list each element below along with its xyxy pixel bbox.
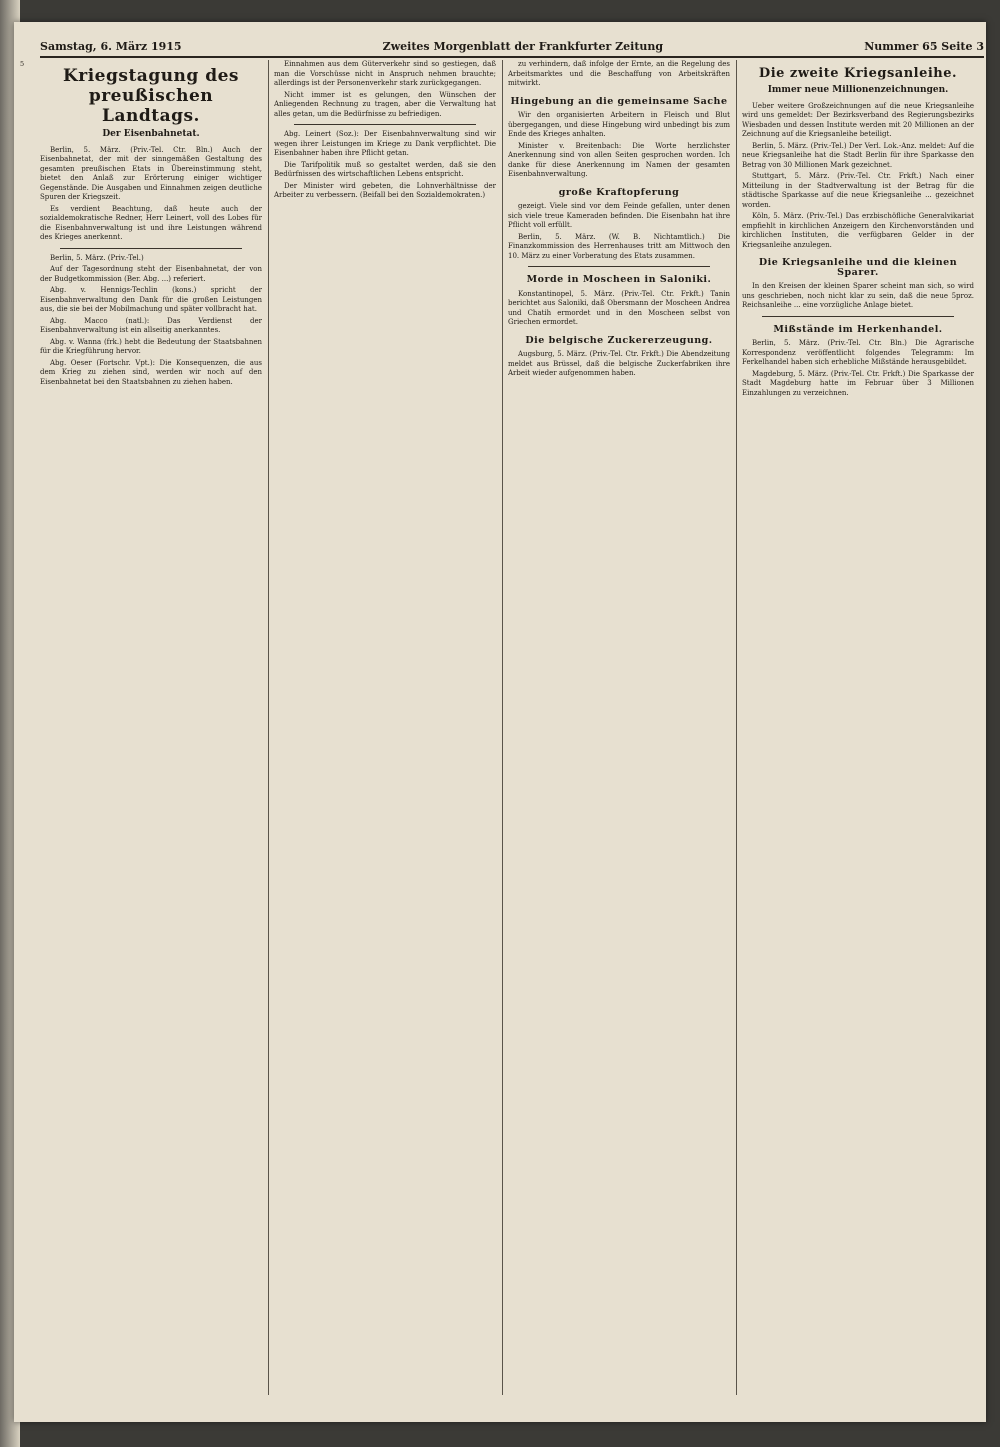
divider: [294, 124, 476, 125]
subhead-war-loan: Immer neue Millionenzeichnungen.: [767, 85, 949, 95]
headline-prussian-diet: Kriegstagung des preußischen Landtags.: [62, 66, 240, 126]
column-rule: [502, 60, 503, 1395]
divider: [762, 316, 954, 317]
paragraph: Abg. Leinert (Soz.): Der Eisenbahnverwaltung sind wir wegen ihrer Leistungen im Kriege zu Dank verpflichtet. Die Eisenbahner haben ihre Pflicht getan.: [274, 130, 496, 157]
divider: [60, 248, 242, 249]
paragraph: Die Tarifpolitik muß so gestaltet werden, daß sie den Bedürfnissen des wirtschaftlichen Lebens entspricht.: [274, 160, 496, 178]
adjacent-page-edge: [20, 60, 34, 1390]
paragraph: Einnahmen aus dem Güterverkehr sind so gestiegen, daß man die Vorschüsse nicht in Anspruch nehmen brauchte; allerdings ist der Personenverkehr stark zurückgegangen.: [274, 60, 496, 87]
paragraph: zu verhindern, daß infolge der Ernte, an die Regelung des Arbeitsmarktes und die Beschaffung von Arbeitskräften mitwirkt.: [508, 60, 730, 87]
paragraph: Konstantinopel, 5. März. (Priv.-Tel. Ctr. Frkft.) Tanin berichtet aus Saloniki, daß Obersmann der Moscheen Andrea und Chatih ermordet und in den Moscheen selbst von Griechen ermordet.: [508, 289, 730, 326]
paragraph: Augsburg, 5. März. (Priv.-Tel. Ctr. Frkft.) Die Abendzeitung meldet aus Brüssel, daß die belgische Zuckerfabriken ihre Arbeit wieder aufgenommen haben.: [508, 350, 730, 377]
paragraph: Wir den organisierten Arbeitern in Fleisch und Blut übergegangen, und diese Hingebung wird unbedingt bis zum Ende des Krieges anhalten.: [508, 111, 730, 138]
paragraph: Minister v. Breitenbach: Die Worte herzlichster Anerkennung sind von allen Seiten gesprochen worden. Ich danke für diese Anerkennung im Namen der gesamten Eisenbahnverwaltung.: [508, 141, 730, 178]
divider: [528, 266, 710, 267]
column-rule: [736, 60, 737, 1395]
paragraph: Es verdient Beachtung, daß heute auch der sozialdemokratische Redner, Herr Leinert, voll des Lobes für die Eisenbahnverwaltung ist und ihre Leistungen während des Krieges anerkennt.: [40, 204, 262, 241]
paragraph: Ueber weitere Großzeichnungen auf die neue Kriegsanleihe wird uns gemeldet: Der Bezirksverband des Regierungsbezirks Wiesbaden und dessen Institute werden mit 20 Millionen an der Zeichnung auf die Kriegsanleihe beteiligt.: [742, 101, 974, 138]
section-title: Die belgische Zuckererzeugung.: [525, 334, 713, 346]
paragraph: Der Minister wird gebeten, die Lohnverhältnisse der Arbeiter zu verbessern. (Beifall bei den Sozialdemokraten.): [274, 181, 496, 199]
paragraph: Berlin, 5. März. (Priv.-Tel. Ctr. Bln.) Die Agrarische Korrespondenz veröffentlicht folgendes Telegramm: Im Ferkelhandel haben sich erhebliche Mißstände herausgebildet.: [742, 339, 974, 366]
column-4: [742, 60, 974, 1400]
paragraph: Magdeburg, 5. März. (Priv.-Tel. Ctr. Frkft.) Die Sparkasse der Stadt Magdeburg hatte im Februar über 3 Millionen Einzahlungen zu verzeichnen.: [742, 369, 974, 397]
paragraph: Berlin, 5. März. (Priv.-Tel.) Der Verl. Lok.-Anz. meldet: Auf die neue Kriegsanleihe hat die Stadt Berlin für ihre Sparkasse den Betrag von 30 Millionen Mark gezeichnet.: [742, 141, 974, 169]
section-title: Morde in Moscheen in Saloniki.: [526, 274, 712, 285]
paragraph: Berlin, 5. März. (Priv.-Tel. Ctr. Bln.) Auch der Eisenbahnetat, der mit der sinngemäßen Gestaltung des gesamten preußischen Etats in Übereinstimmung steht, bietet den Anlaß zur Erörterung einiger wichtiger Gegenstände. Die Ausgaben und Einnahmen zeigen deutliche Spuren der Kriegszeit.: [40, 145, 262, 201]
section-title: Hingebung an die gemeinsame Sache: [510, 95, 728, 107]
paragraph: gezeigt. Viele sind vor dem Feinde gefallen, unter denen sich viele treue Kameraden befinden. Die Eisenbahn hat ihre Pflicht voll erfüllt.: [508, 202, 730, 229]
paragraph: Berlin, 5. März. (Priv.-Tel.): [50, 253, 144, 262]
masthead-title: Zweites Morgenblatt der Frankfurter Zeitung: [382, 39, 664, 53]
masthead-date: Samstag, 6. März 1915: [40, 39, 182, 53]
paragraph: Abg. Oeser (Fortschr. Vpt.): Die Konsequenzen, die aus dem Krieg zu ziehen sind, werden wir noch auf den Eisenbahnetat bei den Staatsbahnen zu ziehen haben.: [40, 358, 262, 386]
paragraph: Auf der Tagesordnung steht der Eisenbahnetat, der von der Budgetkommission (Ber. Abg. ...) referiert.: [40, 265, 262, 283]
column-1: [40, 60, 262, 1400]
paragraph: Nicht immer ist es gelungen, den Wünschen der Anliegenden Rechnung zu tragen, aber die Verwaltung hat alles getan, um die Bedürfnisse zu befriedigen.: [274, 90, 496, 118]
paragraph: Berlin, 5. März. (W. B. Nichtamtlich.) Die Finanzkommission des Herrenhauses tritt am Mittwoch den 10. März zu einer Vorberatung des Etats zusammen.: [508, 232, 730, 260]
masthead: [40, 36, 984, 58]
edge-page-number: 5: [20, 60, 25, 68]
masthead-page-number: Nummer 65 Seite 3: [864, 39, 984, 53]
paragraph: In den Kreisen der kleinen Sparer scheint man sich, so wird uns geschrieben, noch nicht klar zu sein, daß die neue 5proz. Reichsanleihe ... eine vorzügliche Anlage bietet.: [742, 282, 974, 309]
column-3: [508, 60, 730, 1400]
section-title: Die Kriegsanleihe und die kleinen Sparer.: [758, 257, 958, 278]
subhead-railway-budget: Der Eisenbahnetat.: [102, 129, 200, 139]
paragraph: Abg. v. Wanna (frk.) hebt die Bedeutung der Staatsbahnen für die Kriegführung hervor.: [40, 337, 262, 355]
paragraph: Abg. Macco (natl.): Das Verdienst der Eisenbahnverwaltung ist ein allseitig anerkanntes.: [40, 316, 262, 334]
paragraph: Abg. v. Hennigs-Techlin (kons.) spricht der Eisenbahnverwaltung den Dank für die großen Leistungen aus, die sie bei der Mobilmachung und später vollbracht hat.: [40, 286, 262, 313]
column-rule: [268, 60, 269, 1395]
section-title: Mißstände im Herkenhandel.: [773, 323, 943, 335]
column-2: [274, 60, 496, 1400]
paragraph: Stuttgart, 5. März. (Priv.-Tel. Ctr. Frkft.) Nach einer Mitteilung in der Stadtverwaltung ist der Betrag für die städtische Sparkasse auf die neue Kriegsanleihe ... gezeichnet worden.: [742, 172, 974, 209]
paragraph: Köln, 5. März. (Priv.-Tel.) Das erzbischöfliche Generalvikariat empfiehlt in kirchlichen Anzeigern den Kirchenvorständen und kirchlichen Instituten, die verfügbaren Gelder in der Kriegsanleihe anzulegen.: [742, 212, 974, 249]
section-title: große Kraftopferung: [558, 186, 680, 198]
headline-war-loan: Die zweite Kriegsanleihe.: [758, 66, 958, 81]
